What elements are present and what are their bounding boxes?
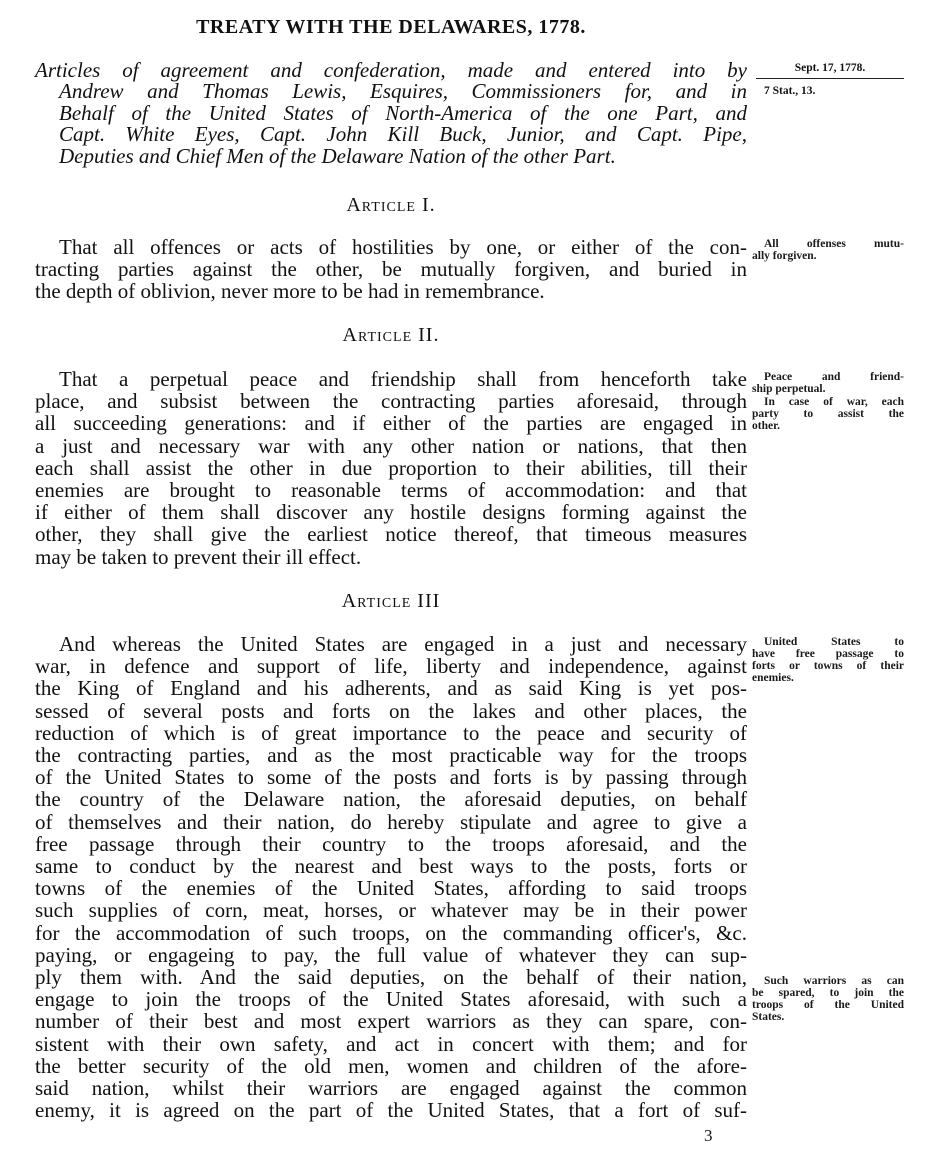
page-title: TREATY WITH THE DELAWARES, 1778.: [196, 16, 586, 38]
text-line: paying, or engageing to pay, the full value of whatever they can sup-: [35, 942, 747, 967]
preamble-line: Articles of agreement and confederation, made and entered into by: [35, 58, 747, 82]
article-3-text: [35, 633, 747, 1121]
text-line: all succeeding generations: and if either of the parties are engaged in: [35, 411, 747, 436]
article-heading: Article I.: [346, 194, 436, 216]
margin-note-line: United States to: [764, 636, 904, 648]
preamble-line: Andrew and Thomas Lewis, Esquires, Commissioners for, and in: [59, 79, 747, 104]
article-2-text: [35, 368, 747, 568]
text-line: the country of the Delaware nation, the aforesaid deputies, on behalf: [35, 787, 747, 812]
margin-note-line: ship perpetual.: [752, 383, 826, 395]
margin-note-line: Such warriors as can: [764, 975, 904, 987]
margin-note: [752, 238, 904, 262]
statute-citation: 7 Stat., 13.: [764, 85, 816, 97]
text-line: enemy, it is agreed on the part of the United States, that a fort of suf-: [35, 1098, 747, 1123]
text-line: ply them with. And the said deputies, on the behalf of their nation,: [35, 965, 747, 990]
text-line: And whereas the United States are engaged in a just and necessary: [59, 632, 747, 656]
text-line: place, and subsist between the contracting parties aforesaid, through: [35, 389, 747, 414]
text-line: the contracting parties, and as the most practicable way for the troops: [35, 743, 747, 768]
article-1-text: [35, 236, 747, 303]
text-line: towns of the enemies of the United States, affording to said troops: [35, 876, 747, 901]
margin-note-line: have free passage to: [752, 648, 904, 660]
margin-note-line: troops of the United: [752, 999, 904, 1011]
margin-note-line: forts or towns of their: [752, 660, 904, 672]
text-line: war, in defence and support of life, liberty and independence, against: [35, 654, 747, 679]
text-line: That all offences or acts of hostilities by one, or either of the con-: [59, 235, 747, 259]
text-line: number of their best and most expert warriors as they can spare, con-: [35, 1009, 747, 1034]
text-line: enemies are brought to reasonable terms of accommodation: and that: [35, 478, 747, 503]
text-line: such supplies of corn, meat, horses, or whatever may be in their power: [35, 898, 747, 923]
margin-note-line: All offenses mutu-: [764, 238, 904, 250]
margin-note: [752, 975, 904, 1023]
text-line: of the United States to some of the posts and forts is by passing through: [35, 765, 747, 790]
preamble-line: Capt. White Eyes, Capt. John Kill Buck, Junior, and Capt. Pipe,: [59, 122, 747, 147]
text-line: a just and necessary war with any other nation or nations, that then: [35, 433, 747, 458]
margin-note-line: be spared, to join the: [752, 987, 904, 999]
margin-note: [752, 396, 904, 432]
text-line: reduction of which is of great importance to the peace and security of: [35, 720, 747, 745]
margin-note: [752, 636, 904, 684]
margin-note-line: In case of war, each: [764, 396, 904, 408]
preamble-line: Deputies and Chief Men of the Delaware Nation of the other Part.: [59, 143, 616, 168]
preamble-line: Behalf of the United States of North-America of the one Part, and: [59, 100, 747, 125]
text-line: engage to join the troops of the United States aforesaid, with such a: [35, 987, 747, 1012]
text-line: sistent with their own safety, and act in concert with them; and for: [35, 1031, 747, 1056]
text-line: tracting parties against the other, be mutually forgiven, and buried in: [35, 257, 747, 282]
margin-note-line: enemies.: [752, 672, 794, 684]
text-line: same to conduct by the nearest and best ways to the posts, forts or: [35, 854, 747, 879]
text-line: free passage through their country to the troops aforesaid, and the: [35, 831, 747, 856]
article-heading: Article II.: [342, 324, 440, 346]
text-line: the King of England and his adherents, and as said King is yet pos-: [35, 676, 747, 701]
margin-note: [752, 371, 904, 395]
article-heading: Article III: [341, 590, 441, 612]
text-line: of themselves and their nation, do hereby stipulate and agree to give a: [35, 809, 747, 834]
preamble: [35, 60, 747, 167]
text-line: if either of them shall discover any hostile designs forming against the: [35, 500, 747, 525]
text-line: each shall assist the other in due proportion to their abilities, till their: [35, 455, 747, 480]
text-line: sessed of several posts and forts on the lakes and other places, the: [35, 698, 747, 723]
margin-note-line: ally forgiven.: [752, 250, 817, 262]
text-line: the better security of the old men, women and children of the afore-: [35, 1053, 747, 1078]
text-line: may be taken to prevent their ill effect.: [35, 544, 362, 569]
margin-note-line: Peace and friend-: [764, 371, 904, 383]
margin-note-line: party to assist the: [752, 408, 904, 420]
text-line: other, they shall give the earliest notice thereof, that timeous measures: [35, 522, 747, 547]
text-line: said nation, whilst their warriors are engaged against the common: [35, 1076, 747, 1101]
page-number: 3: [704, 1126, 713, 1145]
margin-note-line: States.: [752, 1011, 785, 1023]
margin-note-line: other.: [752, 420, 781, 432]
treaty-date: Sept. 17, 1778.: [756, 62, 904, 79]
text-line: the depth of oblivion, never more to be had in remembrance.: [35, 279, 545, 304]
text-line: for the accommodation of such troops, on the commanding officer's, &c.: [35, 920, 747, 945]
date-citation: [756, 62, 904, 97]
text-line: That a perpetual peace and friendship shall from henceforth take: [59, 367, 747, 391]
